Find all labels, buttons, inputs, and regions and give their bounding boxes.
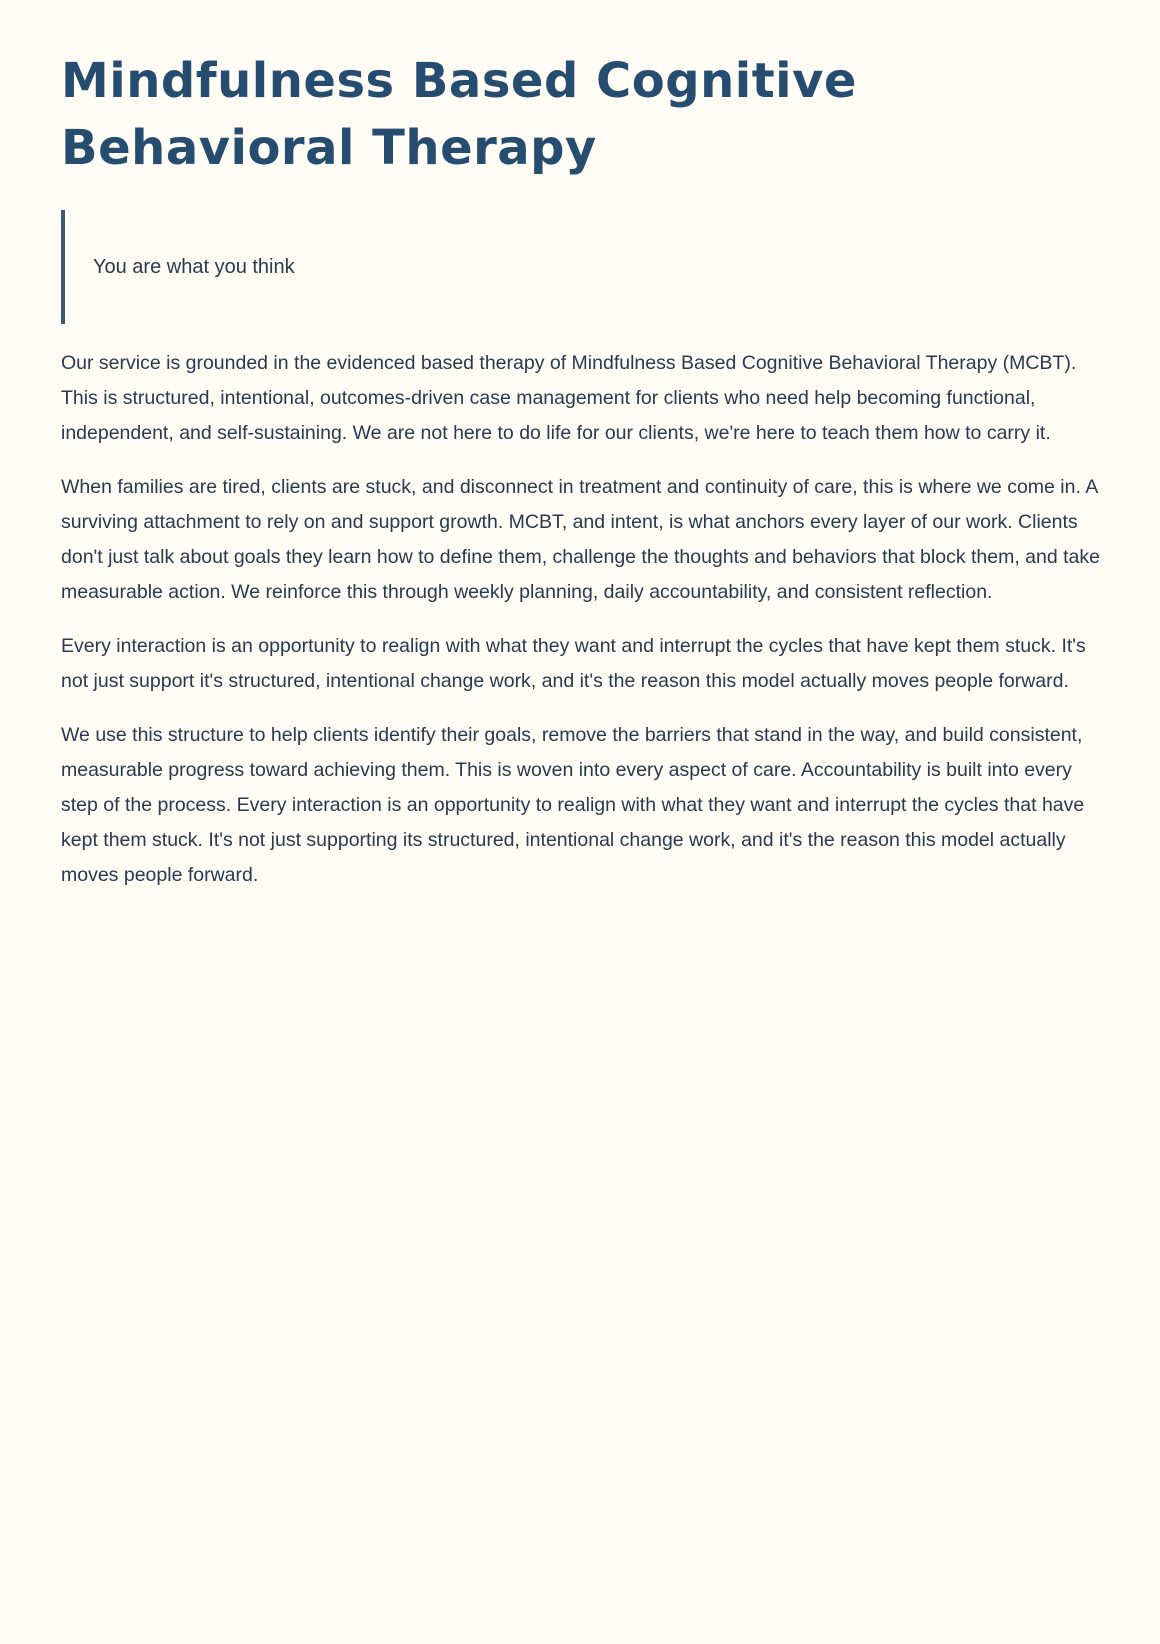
paragraph-2: When families are tired, clients are stuck, and disconnect in treatment and continuity of care, this is where we come in. A surviving attachment to rely on and support growth. MCBT, and intent, is what anchors every layer of our work. Clients don't just talk about goals they learn how to define them, challenge the thoughts and behaviors that block them, and take measurable action. We reinforce this through weekly planning, daily accountability, and consistent reflection. (61, 476, 1100, 603)
body-text (61, 346, 1101, 893)
paragraph-4: We use this structure to help clients identify their goals, remove the barriers that stand in the way, and build consistent, measurable progress toward achieving them. This is woven into every aspect of care. Accountability is built into every step of the process. Every interaction is an opportunity to realign with what they want and interrupt the cycles that have kept them stuck. It's not just supporting its structured, intentional change work, and it's the reason this model actually moves people forward. (61, 724, 1085, 886)
page-title: Mindfulness Based Cognitive Behavioral Therapy (61, 53, 857, 176)
pull-quote (61, 210, 1101, 324)
paragraph-3: Every interaction is an opportunity to realign with what they want and interrupt the cycles that have kept them stuck. It's not just support it's structured, intentional change work, and it's the reason this model actually moves people forward. (61, 635, 1086, 692)
pull-quote-text: You are what you think (93, 256, 295, 278)
page-content (61, 0, 1101, 912)
paragraph-1: Our service is grounded in the evidenced based therapy of Mindfulness Based Cognitive Behavioral Therapy (MCBT). This is structured, intentional, outcomes-driven case management for clients who need help becoming functional, independent, and self-sustaining. We are not here to do life for our clients, we're here to teach them how to carry it. (61, 352, 1077, 444)
